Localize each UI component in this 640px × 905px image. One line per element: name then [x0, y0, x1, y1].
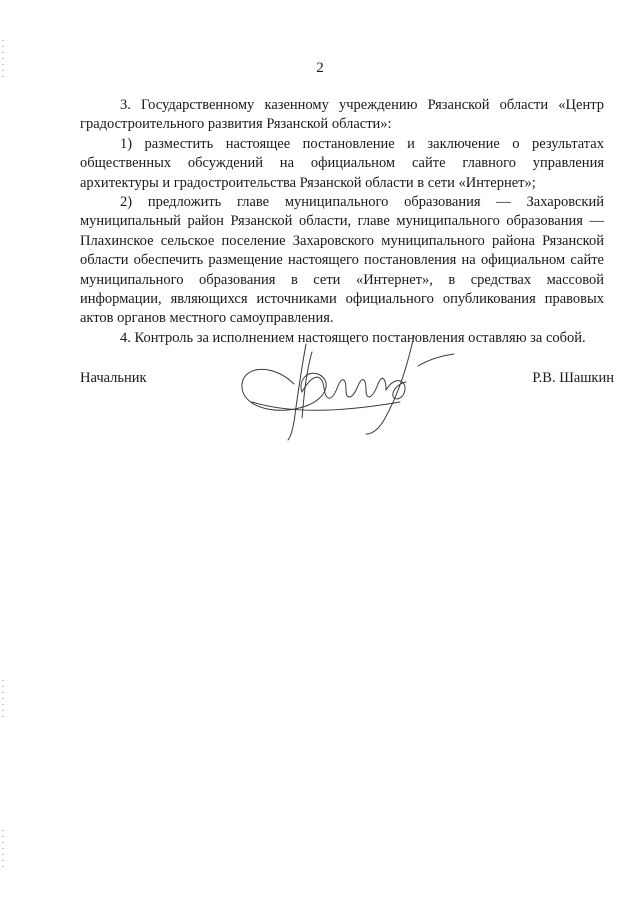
scan-artifact: [2, 680, 4, 720]
signatory-name: Р.В. Шашкин: [532, 370, 614, 386]
signatory-title: Начальник: [80, 370, 147, 386]
handwritten-signature: [232, 322, 472, 442]
document-body: [80, 96, 604, 348]
scan-artifact: [2, 40, 4, 80]
paragraph-item-4: 4. Контроль за исполнением настоящего постановления оставляю за собой.: [120, 329, 586, 346]
paragraph-subitem-2: 2) предложить главе муниципального образования — Захаровский муниципальный район Рязанской области, главе муниципального образования — Плахинское сельское поселение Захаровского муниципального района Рязанской области обеспечить размещение настоящего постановления на официальном сайте муниципального образования в сети «Интернет», в средствах массовой информации, являющихся источниками официального опубликования правовых актов органов местного самоуправления.: [80, 194, 604, 327]
page-number: 2: [316, 60, 324, 76]
paragraph-item-3: 3. Государственному казенному учреждению Рязанской области «Центр градостроительного развития Рязанской области»:: [80, 97, 604, 133]
paragraph-subitem-1: 1) разместить настоящее постановление и заключение о результатах общественных обсуждений на официальном сайте главного управления архитектуры и градостроительства Рязанской области в сети «Интернет»;: [80, 135, 604, 191]
scan-artifact: [2, 830, 4, 870]
